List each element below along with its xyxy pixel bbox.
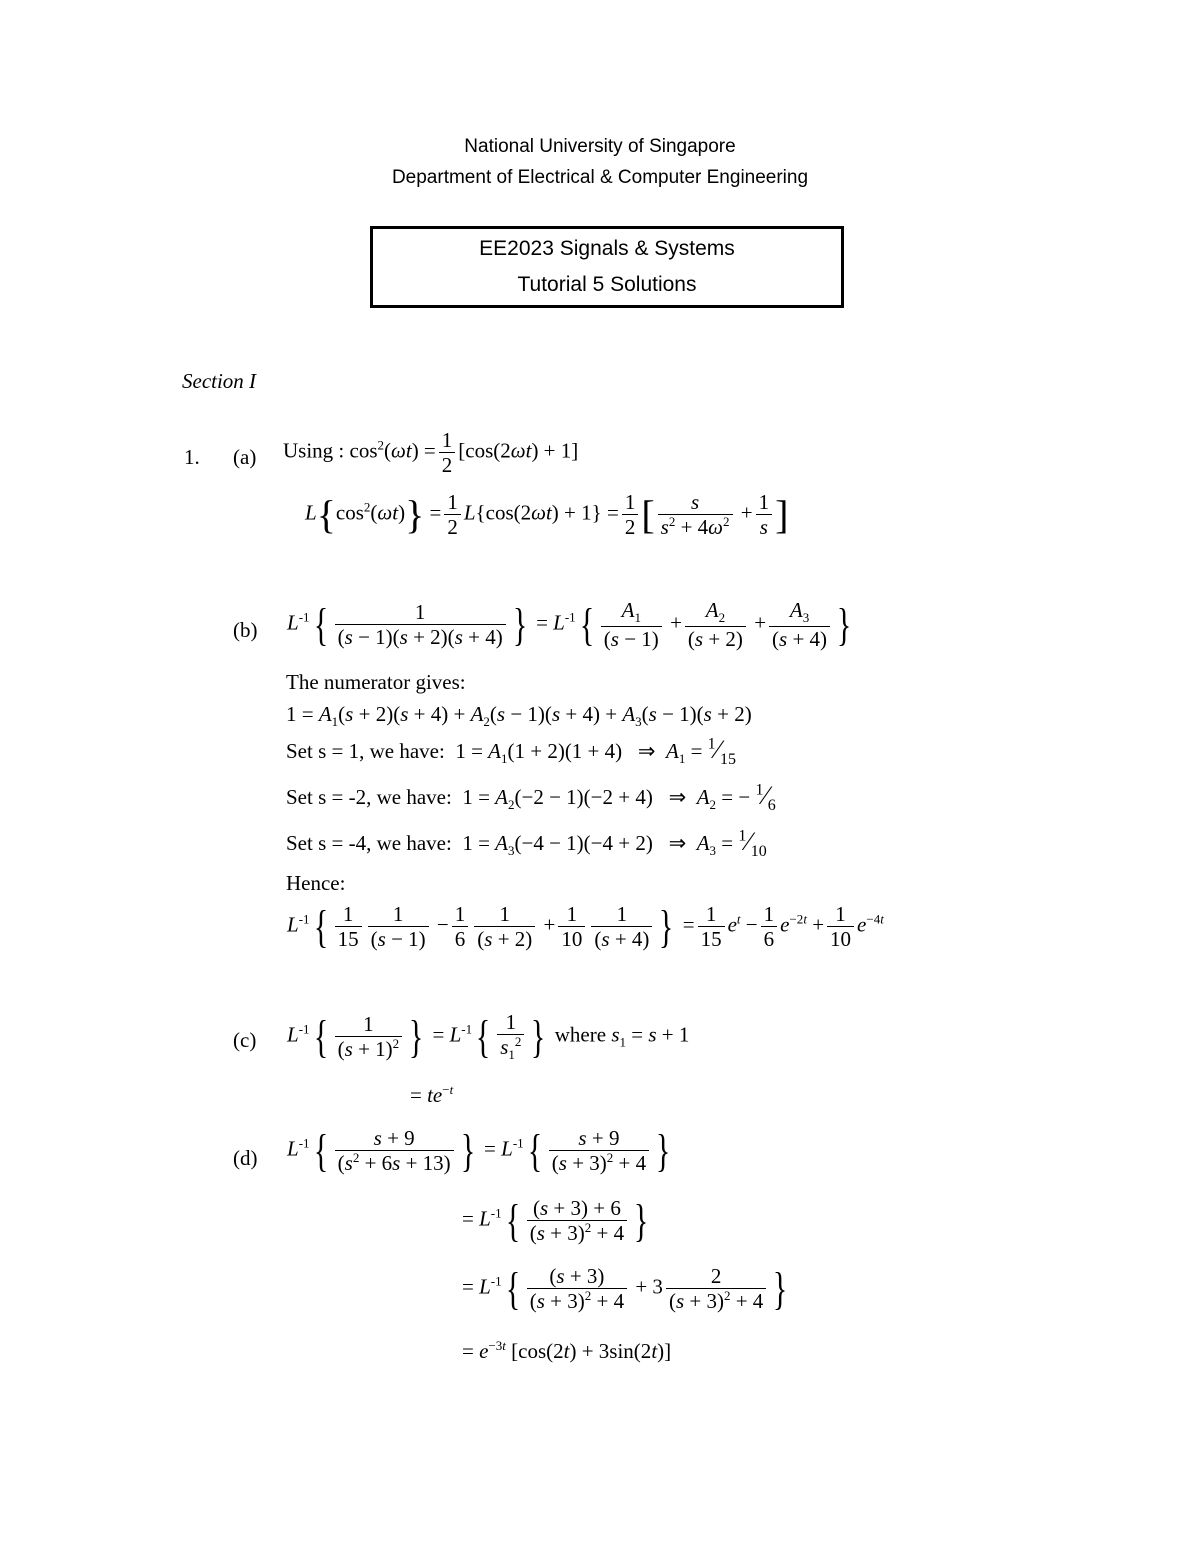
part-b-decomposition: $L^{-1}${ $\frac{1}{(s - 1)(s + 2)(s + 4)}$ } = $L^{-1}${ $\frac{A_1}{(s - 1)}$ + $\frac{A_2}{(s + 2)}$ + $\frac{A_3}{(s + 4)}$ } xyxy=(287,598,852,652)
title-box xyxy=(370,226,844,308)
part-d-result: = $e^{-3t}$ [cos(2t) + 3sin(2t)] xyxy=(462,1338,672,1363)
part-b-result: $L^{-1}${ $\frac{1}{15}$ $\frac{1}{(s - 1)}$ − $\frac{1}{6}$ $\frac{1}{(s + 2)}$ + $\frac{1}{10}$ $\frac{1}{(s + 4)}$ } = $\frac{1}{15}$ $e^t$ − $\frac{1}{6}$ $e^{-2t}$ + $\frac{1}{10}$ $e^{-4t}$ xyxy=(287,900,884,952)
set-s3-line: Set s = -4, we have: $1 = A_3(-4 - 1)(-4 + 2)$ ⇒ $A_3$ = $^1⁄_{10}$ xyxy=(286,827,767,861)
part-d-label: (d) xyxy=(233,1146,258,1170)
part-d-step1: $L^{-1}${ $\frac{s + 9}{(s^2 + 6s + 13)}$ } = $L^{-1}${ $\frac{s + 9}{(s + 3)^2 + 4}$ } xyxy=(287,1124,671,1176)
part-a-label: (a) xyxy=(233,445,257,469)
part-c-equation: $L^{-1}${ $\frac{1}{(s + 1)^2}$ } = $L^{-1}${ $\frac{1}{s_1^2}$ } where $s_1 = s + 1$ xyxy=(287,1010,690,1063)
department-name: Department of Electrical & Computer Engineering xyxy=(391,167,809,188)
part-a-result: $L\{\cos^2(\omega t)\}$ = $\frac{1}{2}$ L{cos(2ωt) + 1} = $\frac{1}{2}$ [ $\frac{s}{s^2 + 4\omega^2}$ + $\frac{1}{s}$ ] xyxy=(305,490,789,540)
set-s2-line: Set s = -2, we have: $1 = A_2(-2 - 1)(-2 + 4)$ ⇒ $A_2$ = − $^1⁄_6$ xyxy=(286,781,776,815)
part-c-label: (c) xyxy=(233,1028,257,1052)
tutorial-title: Tutorial 5 Solutions xyxy=(517,273,697,296)
part-b-label: (b) xyxy=(233,618,258,642)
section-heading: Section I xyxy=(182,369,257,393)
numerator-equation: $1 = A_1(s + 2)(s + 4) + A_2(s - 1)(s + 4) + A_3(s - 1)(s + 2)$ xyxy=(286,702,752,730)
set-s1-line: Set s = 1, we have: $1 = A_1(1 + 2)(1 + 4)$ ⇒ $A_1$ = $^1⁄_{15}$ xyxy=(286,735,737,769)
question-number: 1. xyxy=(184,445,200,469)
part-d-step2: = $L^{-1}${ $\frac{(s + 3) + 6}{(s + 3)^2 + 4}$ } xyxy=(462,1194,649,1246)
course-title: EE2023 Signals & Systems xyxy=(479,237,735,260)
part-a-identity: Using : $\cos^2(\omega t)$ = $\frac{1}{2}$ [cos(2ωt) + 1] xyxy=(283,428,579,478)
part-d-step3: = $L^{-1}${ $\frac{(s + 3)}{(s + 3)^2 + 4}$ + 3 $\frac{2}{(s + 3)^2 + 4}$ } xyxy=(462,1262,788,1314)
part-c-result: = $te^{-t}$ xyxy=(410,1082,454,1107)
university-name: National University of Singapore xyxy=(464,136,736,157)
numerator-text: The numerator gives: xyxy=(286,670,466,694)
hence-text: Hence: xyxy=(286,871,346,895)
